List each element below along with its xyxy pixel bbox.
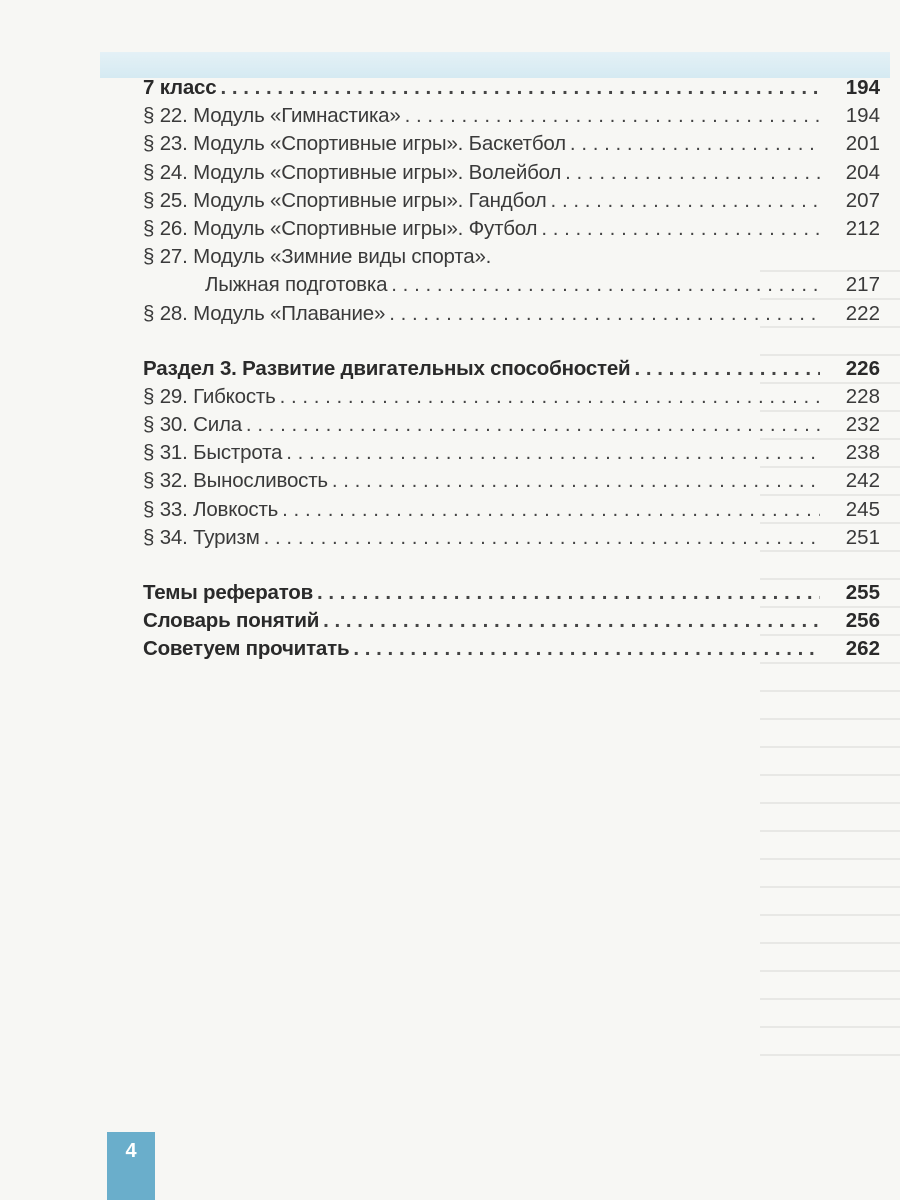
toc-title: § 31. Быстрота [143,441,283,465]
toc-page: 228 [845,384,880,408]
toc-heading-section3 [143,355,880,383]
toc-page: 194 [845,76,880,99]
toc-entry [143,215,880,243]
toc-page: 226 [845,356,880,380]
toc-page: 245 [845,497,880,521]
toc-title: § 34. Туризм [143,525,260,549]
toc-title: § 22. Модуль «Гимнастика» [143,104,401,128]
toc-entry [143,159,880,187]
toc-title: § 25. Модуль «Спортивные игры». Гандбол [143,188,547,212]
toc-title: § 23. Модуль «Спортивные игры». Баскетбол [143,132,566,156]
toc-page: 232 [845,413,880,437]
toc-entry [143,439,880,467]
toc-title: § 29. Гибкость [143,384,276,408]
toc-title: § 33. Ловкость [143,497,279,521]
toc-entry [143,467,880,495]
toc-title: § 32. Выносливость [143,469,328,493]
toc-appendix-entry [143,635,880,663]
toc-title: Лыжная подготовка [205,273,388,297]
toc-page: 238 [845,441,880,465]
toc-entry [143,102,880,130]
table-of-contents [143,74,880,664]
toc-page: 194 [845,104,880,128]
toc-entry [143,524,880,552]
toc-page: 212 [845,216,880,240]
toc-page: 242 [845,469,880,493]
toc-title: § 30. Сила [143,413,242,437]
toc-entry [143,130,880,158]
toc-heading-grade7 [143,74,880,102]
toc-page: 255 [845,581,880,604]
toc-page: 262 [845,637,880,661]
toc-page: 222 [845,301,880,325]
toc-page: 217 [845,273,880,297]
toc-appendix-entry [143,607,880,635]
page-number: 4 [107,1132,155,1200]
toc-title: § 27. Модуль «Зимние виды спорта». [143,245,492,269]
toc-page: 251 [845,525,880,549]
toc-title: § 28. Модуль «Плавание» [143,301,386,325]
toc-entry-continuation [143,271,880,299]
toc-page: 207 [845,188,880,212]
toc-title: Словарь понятий [143,609,320,633]
toc-title: § 24. Модуль «Спортивные игры». Волейбол [143,160,562,184]
toc-entry [143,411,880,439]
toc-entry [143,243,880,271]
toc-title: 7 класс [143,76,217,99]
toc-title: Темы рефератов [143,581,314,604]
toc-title: § 26. Модуль «Спортивные игры». Футбол [143,216,538,240]
toc-title: Советуем прочитать [143,637,350,661]
toc-entry [143,496,880,524]
toc-entry [143,383,880,411]
toc-title: Раздел 3. Развитие двигательных способностей [143,356,631,380]
toc-page: 204 [845,160,880,184]
toc-entry [143,187,880,215]
toc-appendix-entry [143,579,880,607]
toc-page: 201 [845,132,880,156]
toc-entry [143,300,880,328]
toc-page: 256 [845,609,880,633]
